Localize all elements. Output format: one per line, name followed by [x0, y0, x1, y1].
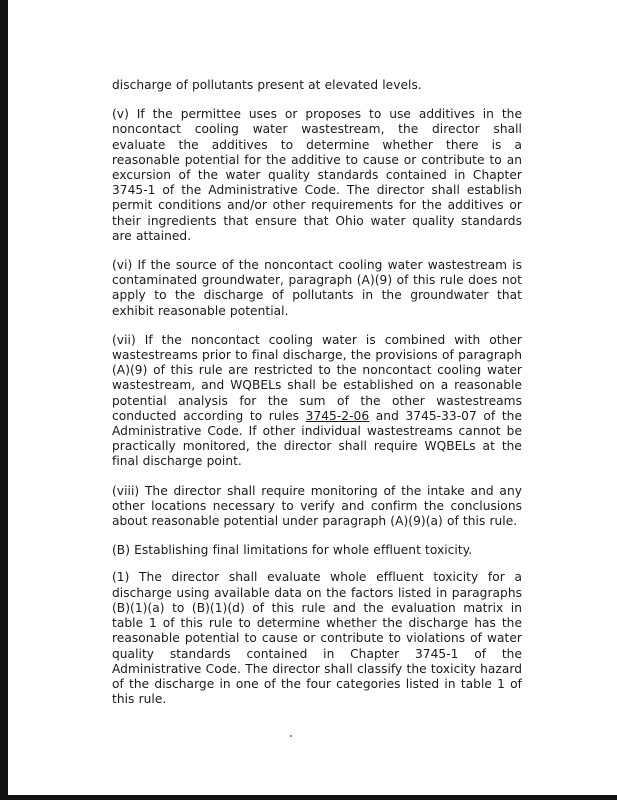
paragraph-vii-text-before: (vii) If the noncontact cooling water is combined with other wastestreams prior to final discharge, the provisions of paragraph (A)(9) of this rule are restricted to the noncontact cooling water wastestream, and WQBELs shall be established on a reasonable potential analysis for the sum of the other wastestreams conducted according to rules: [112, 332, 522, 423]
scan-speck: [290, 735, 292, 737]
section-b-heading: (B) Establishing final limitations for whole effluent toxicity.: [112, 543, 473, 558]
scan-border-left: [0, 0, 8, 800]
document-page: [112, 78, 522, 707]
paragraph-b1-whole-effluent-toxicity: (1) The director shall evaluate whole effluent toxicity for a discharge using available data on the factors listed in paragraphs (B)(1)(a) to (B)(1)(d) of this rule and the evaluation matrix in table 1 of this rule to determine whether the discharge has the reasonable potential to cause or contribute to violations of water quality standards contained in Chapter 3745-1 of the Administrative Code. The director shall classify the toxicity hazard of the discharge in one of the four categories listed in table 1 of this rule.: [112, 570, 522, 707]
paragraph-v-additives: (v) If the permittee uses or proposes to use additives in the noncontact cooling water wastestream, the director shall evaluate the additives to determine whether there is a reasonable potential for the additive to cause or contribute to an excursion of the water quality standards contained in Chapter 3745-1 of the Administrative Code. The director shall establish permit conditions and/or other requirements for the additives or their ingredients that ensure that Ohio water quality standards are attained.: [112, 107, 522, 243]
paragraph-vii-text-after: and 3745-33-07 of the Administrative Code. If other individual wastestreams cannot be practically monitored, the director shall require WQBELs at the final discharge point.: [112, 408, 522, 469]
rule-reference-link[interactable]: 3745-2-06: [305, 408, 370, 423]
paragraph-continuation: discharge of pollutants present at elevated levels.: [112, 78, 422, 92]
paragraph-vi-groundwater: (vi) If the source of the noncontact cooling water wastestream is contaminated groundwater, paragraph (A)(9) of this rule does not apply to the discharge of pollutants in the groundwater that exhibit reasonable potential.: [112, 258, 522, 318]
scan-border-bottom: [0, 795, 617, 800]
paragraph-viii-monitoring: (viii) The director shall require monitoring of the intake and any other locations necessary to verify and confirm the conclusions about reasonable potential under paragraph (A)(9)(a) of this rule.: [112, 483, 522, 529]
paragraph-vii-combined-wastestreams: [112, 333, 522, 470]
